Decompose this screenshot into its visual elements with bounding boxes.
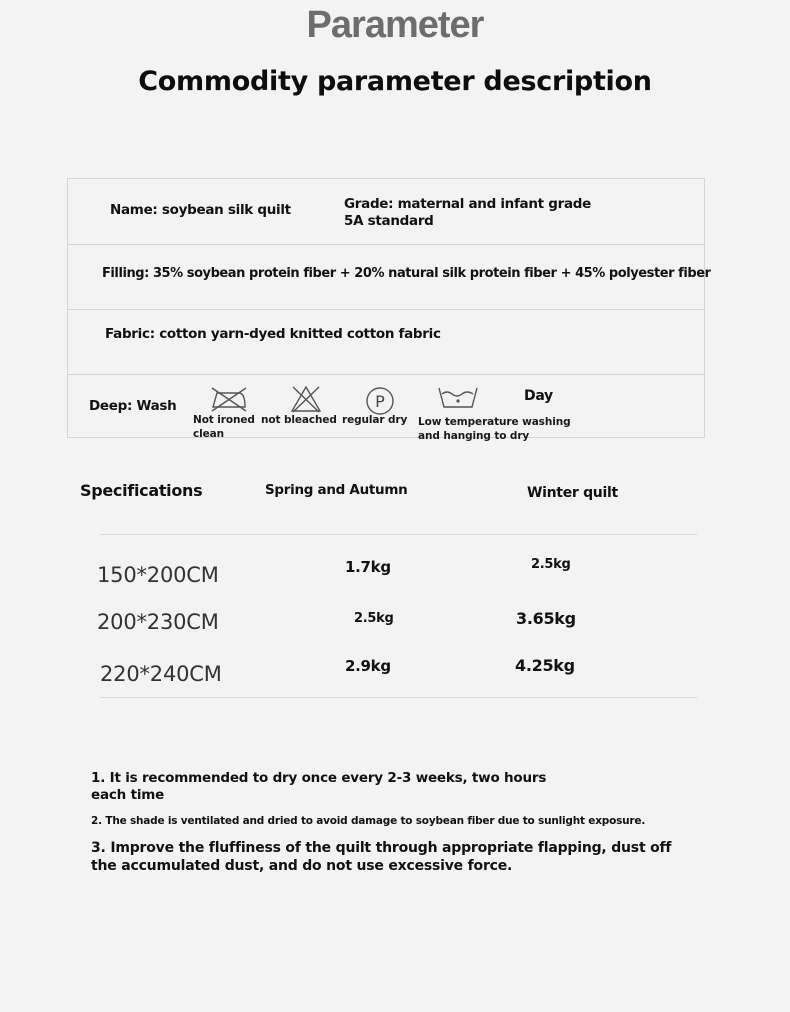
note-1: 1. It is recommended to dry once every 2-3 weeks, two hours each time	[91, 770, 547, 803]
spec-spring-3: 2.9kg	[345, 657, 391, 675]
spec-size-3: 220*240CM	[100, 662, 222, 686]
param-fabric: Fabric: cotton yarn-dyed knitted cotton fabric	[105, 326, 441, 342]
note-3: 3. Improve the fluffiness of the quilt through appropriate flapping, dust off the accumulated dust, and do not use excessive force.	[91, 840, 672, 874]
spec-spring-2: 2.5kg	[354, 611, 394, 626]
spec-col-spring-autumn: Spring and Autumn	[265, 482, 408, 498]
param-name: Name: soybean silk quilt	[110, 202, 291, 218]
care-low-temp: Low temperature washing	[418, 416, 571, 428]
p-symbol: P	[375, 392, 385, 411]
spec-size-1: 150*200CM	[97, 563, 219, 587]
day-label: Day	[524, 388, 553, 404]
care-hanging: and hanging to dry	[418, 430, 530, 442]
low-temp-wash-icon	[436, 384, 480, 410]
row-divider	[68, 244, 704, 245]
care-not-bleached: not bleached	[261, 414, 337, 426]
parameter-logo: Parameter	[306, 4, 484, 46]
spec-size-2: 200*230CM	[97, 610, 219, 634]
parameter-table	[67, 178, 711, 442]
spec-winter-1: 2.5kg	[531, 557, 571, 572]
param-grade: Grade: maternal and infant grade 5A standard	[344, 196, 591, 229]
no-iron-icon	[209, 385, 249, 413]
row-divider	[68, 374, 704, 375]
spec-col-winter: Winter quilt	[527, 485, 618, 501]
page-title: Commodity parameter description	[138, 66, 652, 97]
spec-label: Specifications	[80, 481, 203, 500]
note-2: 2. The shade is ventilated and dried to avoid damage to soybean fiber due to sunlight exposure.	[91, 815, 646, 827]
care-clean: clean	[193, 428, 225, 440]
spec-spring-1: 1.7kg	[345, 558, 391, 576]
spec-winter-3: 4.25kg	[515, 656, 575, 675]
dry-clean-icon	[365, 386, 395, 416]
row-divider	[68, 309, 704, 310]
care-not-ironed: Not ironed	[193, 414, 255, 426]
wash-label: Deep: Wash	[89, 398, 177, 414]
spec-divider-bottom	[100, 697, 697, 698]
spec-winter-2: 3.65kg	[516, 609, 576, 628]
care-regular-dry: regular dry	[342, 414, 408, 426]
no-bleach-icon	[290, 384, 322, 414]
spec-divider-top	[100, 534, 697, 535]
param-filling: Filling: 35% soybean protein fiber + 20% natural silk protein fiber + 45% polyester fiber	[102, 266, 711, 281]
